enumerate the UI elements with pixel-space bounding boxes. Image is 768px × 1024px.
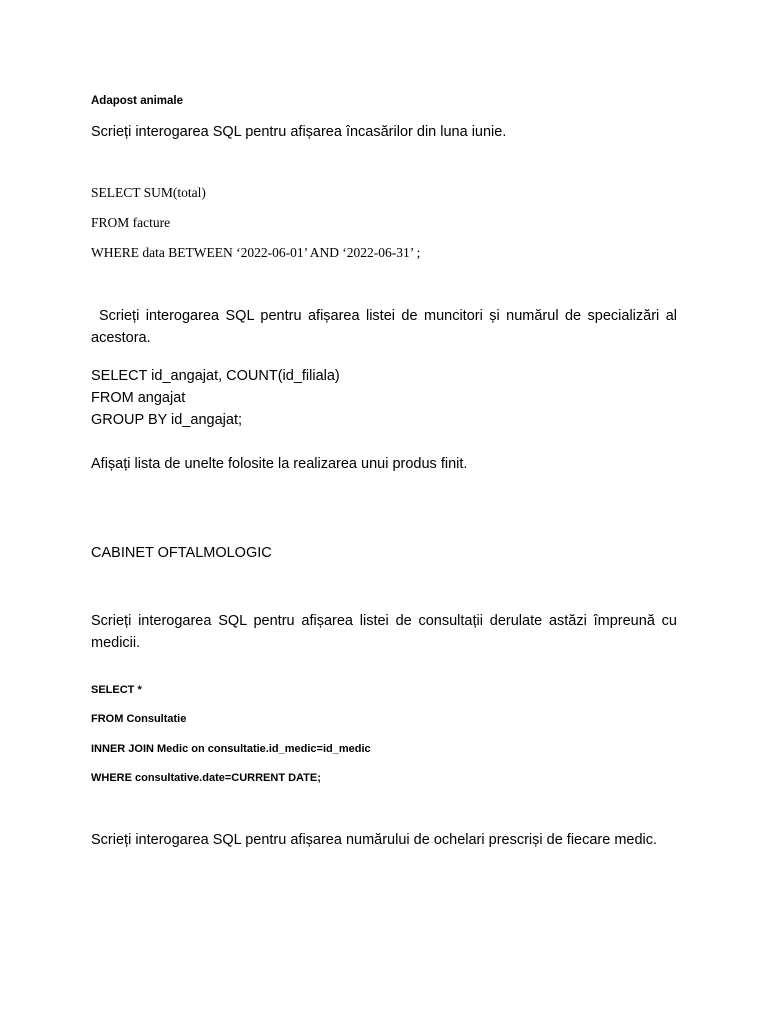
section-title-adapost: Adapost animale <box>91 95 184 107</box>
sql-line: SELECT SUM(total) <box>91 185 206 200</box>
sql-line: GROUP BY id_angajat; <box>91 412 242 428</box>
question-unelte: Afișați lista de unelte folosite la realizarea unui produs finit. <box>91 456 468 472</box>
sql-line: WHERE consultative.date=CURRENT DATE; <box>91 772 321 784</box>
sql-line: WHERE data BETWEEN ‘2022-06-01’ AND ‘2022-06-31’ ; <box>91 245 421 260</box>
sql-line: SELECT * <box>91 684 142 696</box>
section-title-cabinet: CABINET OFTALMOLOGIC <box>91 545 272 561</box>
sql-line: SELECT id_angajat, COUNT(id_filiala) <box>91 368 340 384</box>
question-muncitori: Scrieți interogarea SQL pentru afișarea listei de muncitori și numărul de specializări al acestora. <box>91 308 677 346</box>
sql-line: FROM angajat <box>91 390 186 406</box>
question-consultatii: Scrieți interogarea SQL pentru afișarea listei de consultații derulate astăzi împreună cu medicii. <box>91 613 677 651</box>
sql-line: INNER JOIN Medic on consultatie.id_medic=id_medic <box>91 743 371 755</box>
sql-line: FROM facture <box>91 215 171 230</box>
question-incasari: Scrieți interogarea SQL pentru afișarea încasărilor din luna iunie. <box>91 124 507 140</box>
sql-line: FROM Consultatie <box>91 713 187 725</box>
question-ochelari: Scrieți interogarea SQL pentru afișarea numărului de ochelari prescriși de fiecare medic. <box>91 832 658 848</box>
